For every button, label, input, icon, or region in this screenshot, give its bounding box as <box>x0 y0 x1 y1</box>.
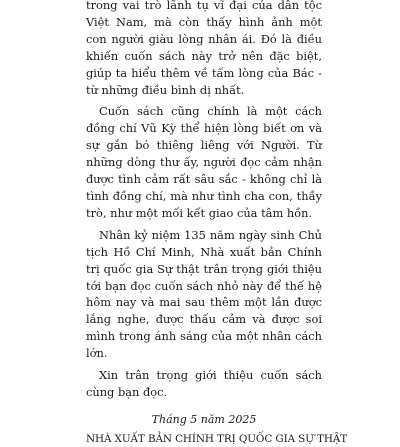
paragraph-vu-ky: Cuốn sách cũng chính là một cách đồng chí Vũ Kỳ thể hiện lòng biết ơn và sự gắn bó thiêng liêng với Người. Từ những dòng thư ấy, người đọc cảm nhận được tình cảm rất sâu sắc - không chỉ là tình đồng chí, mà như tình cha con, thầy trò, như một mối kết giao của tâm hồn. <box>86 104 322 220</box>
body-text <box>86 0 348 447</box>
paragraph-closing: Xin trân trọng giới thiệu cuốn sách cùng bạn đọc. <box>86 368 322 399</box>
paragraph-anniversary: Nhân kỷ niệm 135 năm ngày sinh Chủ tịch Hồ Chí Minh, Nhà xuất bản Chính trị quốc gia Sự thật trân trọng giới thiệu tới bạn đọc cuốn sách nhỏ này để thế hệ hôm nay và mai sau thêm một lần được lắng nghe, được thấu cảm và được soi mình trong ánh sáng của một nhân cách lớn. <box>86 227 322 361</box>
paragraph-continued: trong vai trò lãnh tụ vĩ đại của dân tộc Việt Nam, mà còn thấy hình ảnh một con người giàu lòng nhân ái. Đó là điều khiến cuốn sách này trở nên đặc biệt, giúp ta hiểu thêm về tấm lòng của Bác - từ những điều bình dị nhất. <box>86 0 322 97</box>
publisher-signature: NHÀ XUẤT BẢN CHÍNH TRỊ QUỐC GIA SỰ THẬT <box>86 432 348 445</box>
date-line: Tháng 5 năm 2025 <box>151 412 257 426</box>
